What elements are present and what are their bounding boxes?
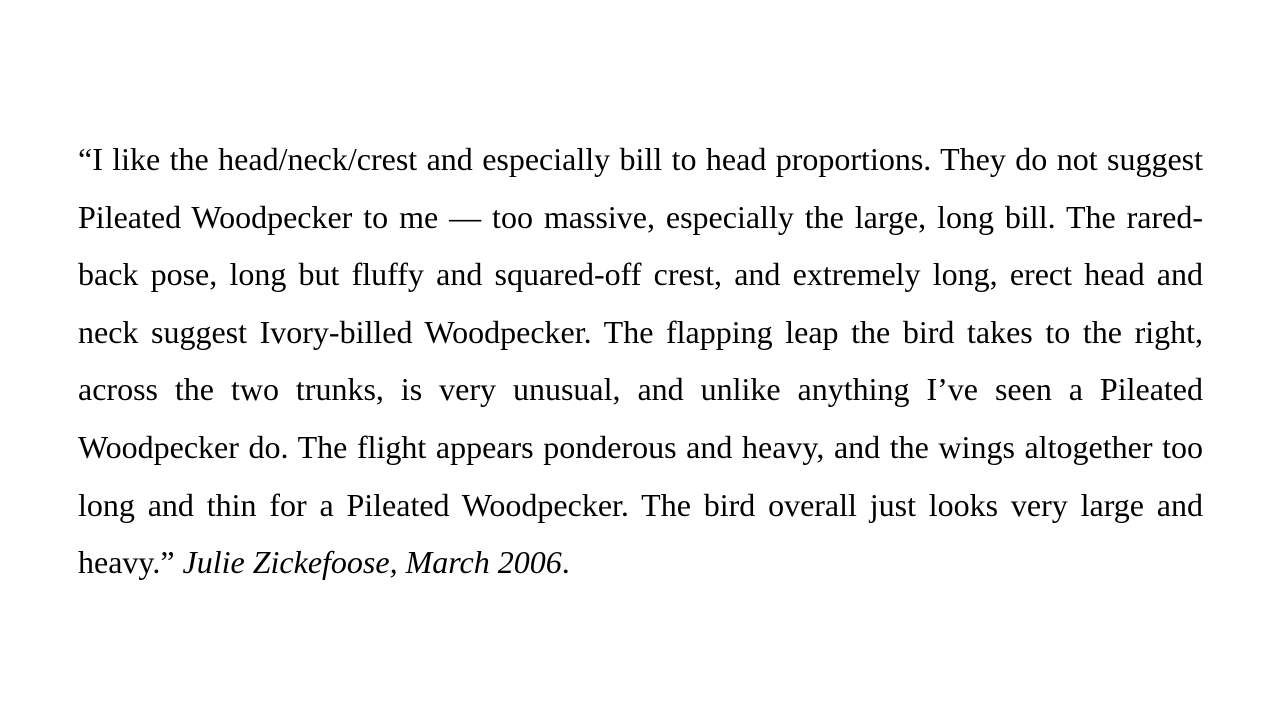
quote-attribution: Julie Zickefoose, March 2006: [182, 544, 562, 581]
quote-paragraph: [78, 131, 1203, 592]
quote-trailing-period: .: [561, 544, 570, 581]
quote-text: “I like the head/neck/crest and especially bill to head proportions. They do not suggest Pileated Woodpecker to me — too massive, especially the large, long bill. The rared-back pose, long but fluffy and squared-off crest, and extremely long, erect head and neck suggest Ivory-billed Woodpecker. The flapping leap the bird takes to the right, across the two trunks, is very unusual, and unlike anything I’ve seen a Pileated Woodpecker do. The flight appears ponderous and heavy, and the wings altogether too long and thin for a Pileated Woodpecker. The bird overall just looks very large and heavy.”: [78, 141, 1203, 581]
